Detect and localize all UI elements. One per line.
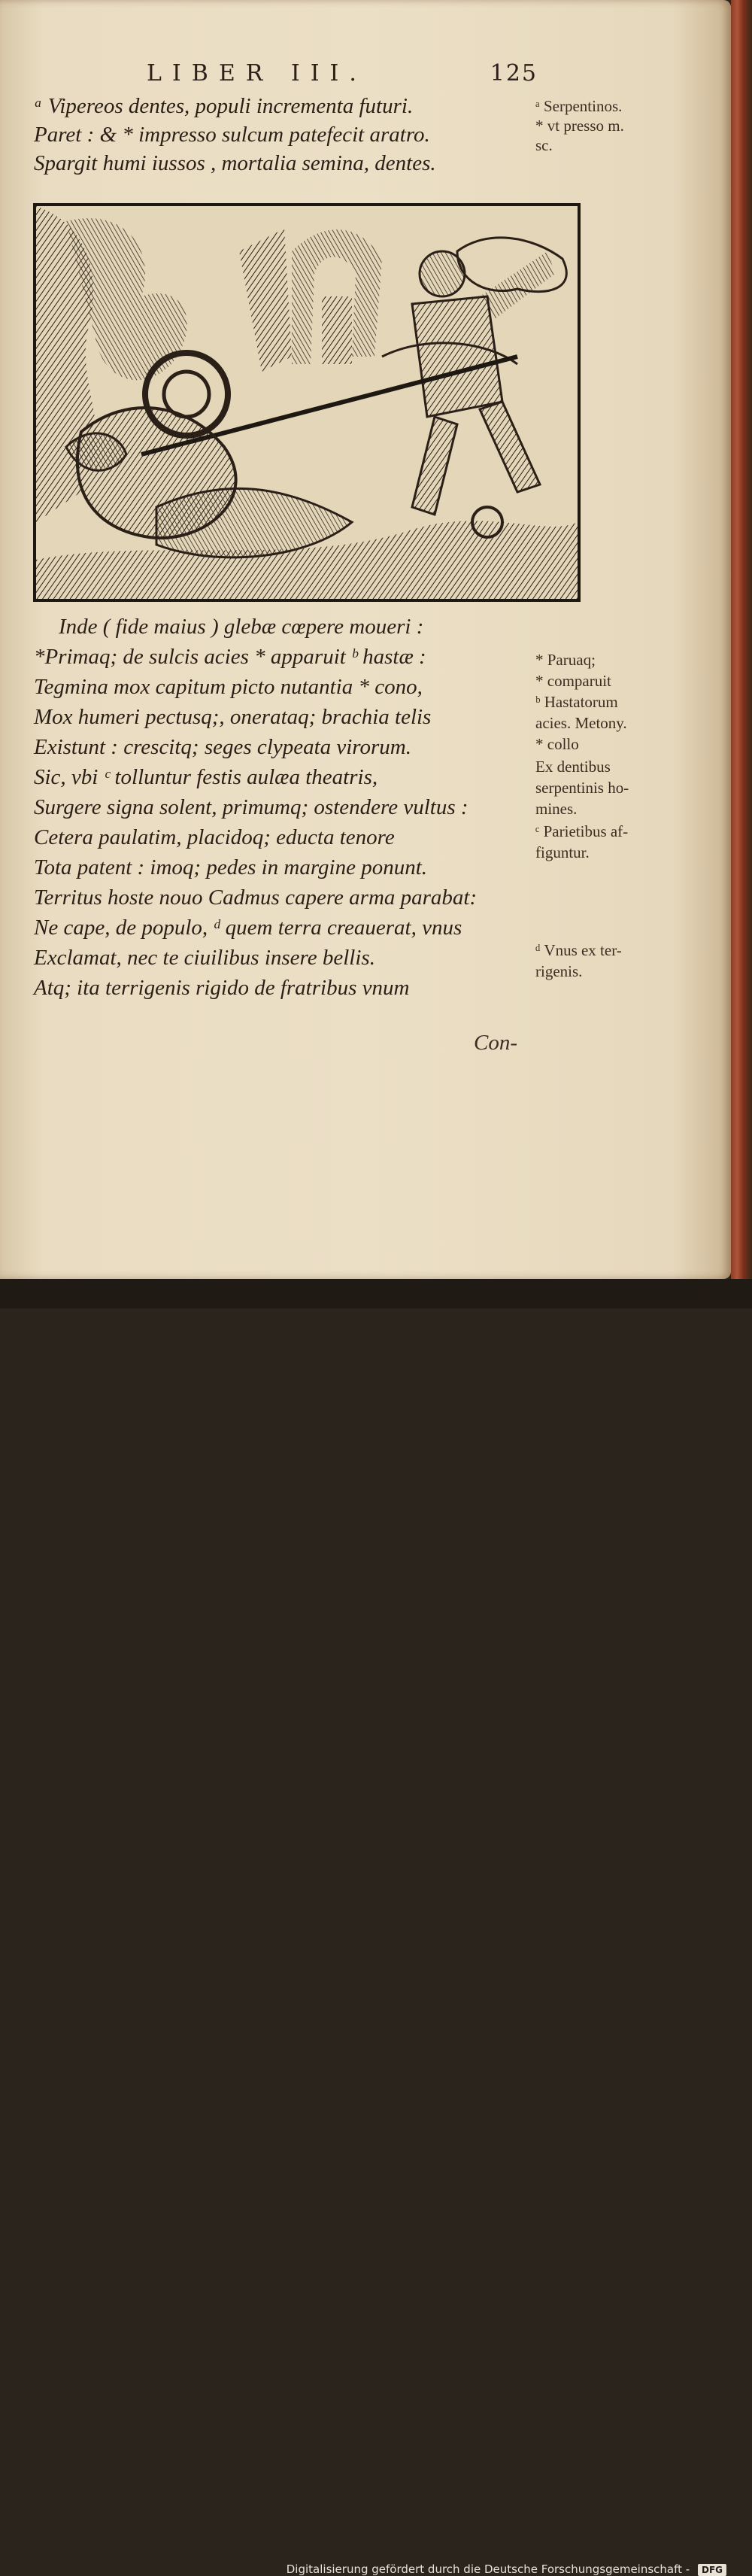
verse-line: *Primaq; de sulcis acies * apparuit ᵇ hastæ : [34,645,426,669]
footer-bar [0,1279,752,2576]
verse-line: Mox humeri pectusq;, onerataq; brachia telis [34,705,432,729]
verse-line: Paret : & * impresso sulcum patefecit aratro. [34,123,430,147]
margin-note: mines. [535,800,578,818]
verse-line: Spargit humi iussos , mortalia semina, dentes. [34,151,436,175]
running-title: LIBER III. [147,60,367,87]
margin-note: ᶜ Parietibus af- [535,822,629,840]
verse-line: Atq; ita terrigenis rigido de fratribus vnum [34,976,410,1000]
book-page [0,0,731,1279]
verse-line: Sic, vbi ᶜ tolluntur festis aulæa theatris, [34,765,378,789]
margin-note: Ex dentibus [535,758,611,776]
margin-note: ᵈ Vnus ex ter- [535,941,622,959]
margin-note: figuntur. [535,843,590,861]
margin-note: ᵃ Serpentinos. [535,97,623,115]
digitization-credit [287,2562,726,2576]
verse-line: Tegmina mox capitum picto nutantia * cono, [34,675,423,699]
verse-line: Tota patent : imoq; pedes in margine ponunt. [34,855,428,879]
margin-note: * comparuit [535,672,611,690]
margin-note: ᵇ Hastatorum [535,693,618,711]
verse-line: Surgere signa solent, primumq; ostendere vultus : [34,795,468,819]
margin-note: rigenis. [535,962,583,980]
catchword: Con- [474,1031,517,1055]
dfg-logo-icon: DFG [698,2564,726,2576]
verse-line: Exclamat, nec te ciuilibus insere bellis. [34,946,375,970]
book-fore-edge [731,0,752,1279]
verse-line: Existunt : crescitq; seges clypeata virorum. [34,735,411,759]
margin-note: * collo [535,735,579,753]
page-number: 125 [490,60,538,87]
verse-line: Cetera paulatim, placidoq; educta tenore [34,825,395,849]
margin-note: * vt presso m. [535,117,624,135]
verse-line: Ne cape, de populo, ᵈ quem terra creauerat, vnus [34,916,462,940]
woodcut-illustration [33,203,581,602]
woodcut-cadmus-dragon-icon [36,206,578,599]
margin-note: sc. [535,136,553,154]
verse-line: Inde ( fide maius ) glebæ cœpere moueri : [59,615,424,639]
verse-line: ᵃ Vipereos dentes, populi incrementa futuri. [34,94,414,118]
running-header [147,60,538,90]
margin-note: * Paruaq; [535,651,596,669]
margin-note: serpentinis ho- [535,779,629,797]
margin-note: acies. Metony. [535,714,627,732]
credit-text: Digitalisierung gefördert durch die Deutsche Forschungsgemeinschaft - [286,2562,690,2576]
verse-line: Territus hoste nouo Cadmus capere arma parabat: [34,886,478,910]
